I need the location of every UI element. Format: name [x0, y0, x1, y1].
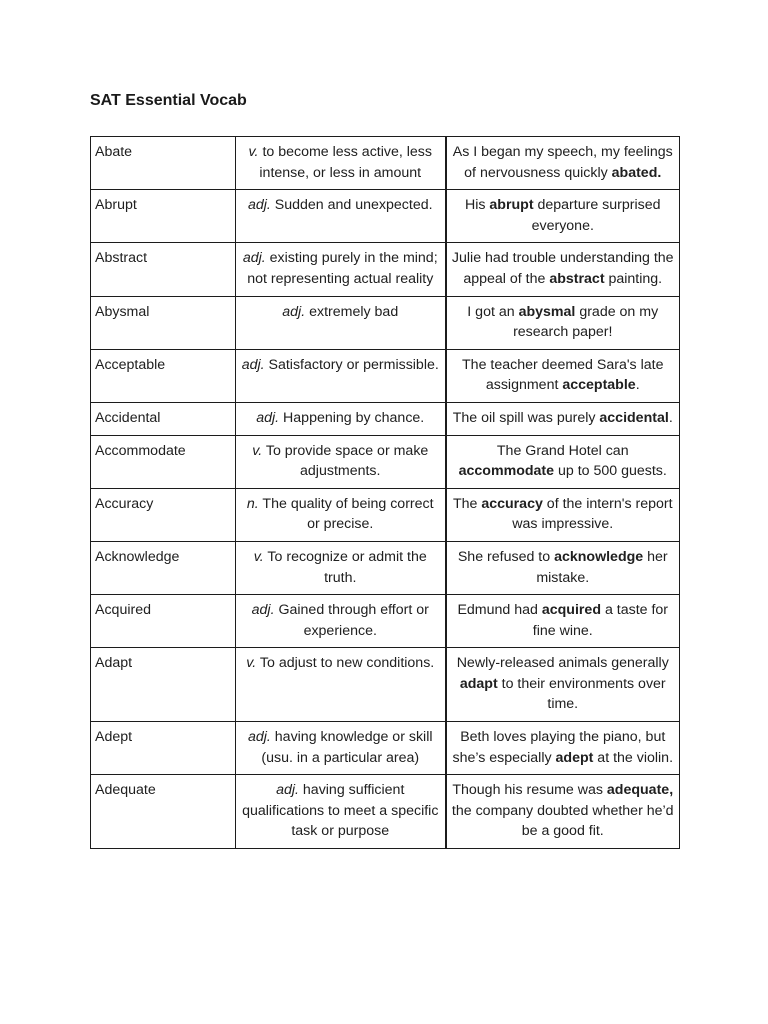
- definition-text: To recognize or admit the truth.: [263, 548, 427, 586]
- vocab-example: [446, 402, 680, 435]
- vocab-word: Adapt: [91, 648, 236, 722]
- part-of-speech: adj.: [251, 602, 275, 619]
- definition-text: Gained through effort or experience.: [274, 602, 429, 639]
- example-text: grade on my research paper!: [513, 303, 659, 341]
- vocab-definition: [236, 488, 446, 541]
- table-row: [91, 435, 680, 488]
- example-text: painting.: [604, 270, 663, 287]
- table-row: [91, 190, 680, 243]
- highlighted-word: abstract: [549, 270, 605, 287]
- example-text: Though his resume was: [452, 782, 607, 799]
- example-text: The Grand Hotel can: [496, 442, 629, 459]
- vocab-word: Accidental: [91, 402, 236, 435]
- definition-text: to become less active, less intense, or less in amount: [258, 144, 432, 181]
- vocab-example: [446, 137, 680, 190]
- highlighted-word: adept: [555, 749, 594, 766]
- highlighted-word: abysmal: [518, 303, 576, 320]
- highlighted-word: accommodate: [458, 463, 555, 480]
- vocab-example: [446, 648, 680, 722]
- vocab-word: Abate: [91, 137, 236, 190]
- definition-text: Satisfactory or permissible.: [264, 356, 439, 373]
- table-row: [91, 595, 680, 648]
- vocab-table-body: [91, 137, 680, 849]
- vocab-definition: [236, 296, 446, 349]
- vocab-word: Acquired: [91, 595, 236, 648]
- example-text: .: [635, 377, 640, 394]
- highlighted-word: abated.: [611, 164, 662, 181]
- table-row: [91, 488, 680, 541]
- table-row: [91, 349, 680, 402]
- vocab-definition: [236, 722, 446, 775]
- part-of-speech: v.: [252, 442, 263, 459]
- vocab-definition: [236, 402, 446, 435]
- part-of-speech: v.: [253, 548, 264, 565]
- table-row: [91, 137, 680, 190]
- vocab-definition: [236, 595, 446, 648]
- vocab-example: [446, 435, 680, 488]
- example-text: of the intern's report was impressive.: [512, 495, 673, 533]
- vocab-word: Accuracy: [91, 488, 236, 541]
- vocab-example: [446, 722, 680, 775]
- document-title: SAT Essential Vocab: [90, 92, 247, 109]
- vocab-example: [446, 541, 680, 594]
- vocab-word: Acceptable: [91, 349, 236, 402]
- part-of-speech: adj.: [247, 729, 271, 746]
- table-row: [91, 243, 680, 296]
- table-row: [91, 722, 680, 775]
- part-of-speech: adj.: [256, 409, 280, 426]
- vocab-word: Abstract: [91, 243, 236, 296]
- example-text: Beth loves playing the piano, but she’s especially: [452, 729, 666, 766]
- vocab-definition: [236, 349, 446, 402]
- vocab-table: [90, 136, 680, 849]
- example-text: a taste for fine wine.: [532, 602, 669, 639]
- highlighted-word: adequate,: [606, 782, 674, 799]
- vocab-word: Abysmal: [91, 296, 236, 349]
- example-text: up to 500 guests.: [554, 463, 667, 480]
- definition-text: existing purely in the mind; not representing actual reality: [247, 250, 438, 287]
- example-text: The oil spill was purely: [452, 409, 600, 426]
- vocab-definition: [236, 190, 446, 243]
- table-row: [91, 541, 680, 594]
- vocab-word: Abrupt: [91, 190, 236, 243]
- vocab-definition: [236, 435, 446, 488]
- vocab-definition: [236, 648, 446, 722]
- part-of-speech: adj.: [242, 250, 266, 267]
- example-text: I got an: [467, 303, 519, 320]
- definition-text: To adjust to new conditions.: [256, 655, 435, 672]
- example-text: departure surprised everyone.: [531, 197, 661, 234]
- highlighted-word: acceptable: [562, 377, 636, 394]
- example-text: at the violin.: [593, 749, 674, 766]
- example-text: her mistake.: [536, 548, 668, 586]
- table-row: [91, 402, 680, 435]
- definition-text: extremely bad: [305, 303, 399, 320]
- definition-text: To provide space or make adjustments.: [262, 442, 429, 480]
- example-text: She refused to: [457, 548, 555, 565]
- vocab-word: Acknowledge: [91, 541, 236, 594]
- vocab-example: [446, 595, 680, 648]
- vocab-example: [446, 190, 680, 243]
- example-text: to their environments over time.: [497, 675, 666, 713]
- example-text: His: [464, 197, 490, 214]
- example-text: The: [452, 495, 482, 512]
- highlighted-word: accuracy: [481, 495, 543, 512]
- vocab-example: [446, 488, 680, 541]
- vocab-definition: [236, 541, 446, 594]
- part-of-speech: adj.: [241, 356, 265, 373]
- vocab-word: Accommodate: [91, 435, 236, 488]
- example-text: The teacher deemed Sara's late assignment: [462, 356, 664, 394]
- vocab-definition: [236, 775, 446, 849]
- example-text: Newly-released animals generally: [456, 655, 669, 672]
- vocab-word: Adept: [91, 722, 236, 775]
- example-text: Edmund had: [457, 602, 542, 619]
- definition-text: having sufficient qualifications to meet a specific task or purpose: [242, 782, 439, 840]
- table-row: [91, 648, 680, 722]
- example-text: Julie had trouble understanding the appeal of the: [451, 250, 674, 287]
- example-text: .: [668, 409, 673, 426]
- table-row: [91, 296, 680, 349]
- vocab-example: [446, 296, 680, 349]
- part-of-speech: adj.: [276, 782, 299, 799]
- vocab-word: Adequate: [91, 775, 236, 849]
- vocab-example: [446, 349, 680, 402]
- definition-text: Happening by chance.: [279, 409, 425, 426]
- part-of-speech: v.: [248, 144, 259, 160]
- highlighted-word: abrupt: [489, 197, 534, 214]
- vocab-example: [446, 775, 680, 849]
- highlighted-word: acquired: [541, 602, 601, 619]
- vocab-definition: [236, 243, 446, 296]
- part-of-speech: adj.: [282, 303, 306, 320]
- vocab-example: [446, 243, 680, 296]
- part-of-speech: adj.: [247, 197, 271, 214]
- definition-text: Sudden and unexpected.: [270, 197, 433, 214]
- highlighted-word: accidental: [599, 409, 669, 426]
- vocab-definition: [236, 137, 446, 190]
- example-text: the company doubted whether he’d be a good fit.: [451, 802, 674, 840]
- definition-text: The quality of being correct or precise.: [258, 495, 434, 533]
- definition-text: having knowledge or skill (usu. in a particular area): [261, 729, 433, 766]
- highlighted-word: adapt: [459, 675, 498, 692]
- part-of-speech: n.: [246, 495, 259, 512]
- highlighted-word: acknowledge: [554, 548, 644, 565]
- part-of-speech: v.: [246, 655, 257, 672]
- example-text: As I began my speech, my feelings of nervousness quickly: [452, 144, 673, 181]
- table-row: [91, 775, 680, 849]
